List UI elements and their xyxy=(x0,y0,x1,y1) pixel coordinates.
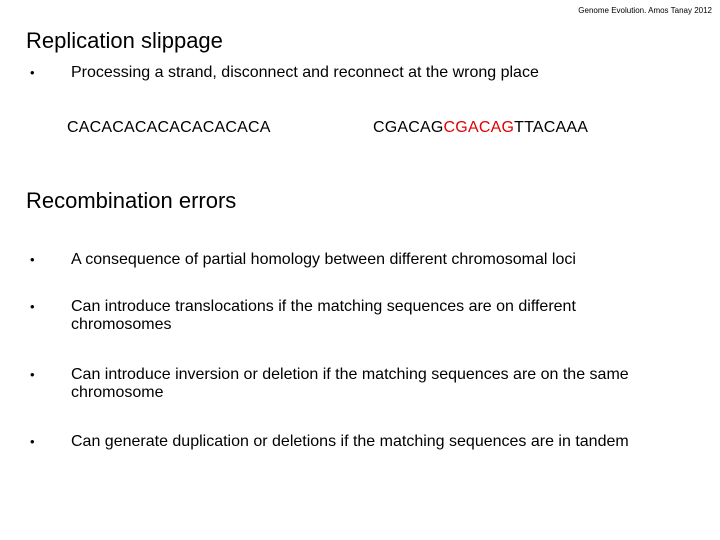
bullet-text: Can introduce translocations if the matching sequences are on different chromosomes xyxy=(71,298,576,333)
bullet-text: Processing a strand, disconnect and reconnect at the wrong place xyxy=(71,64,539,81)
sequence-highlight: CGACAG xyxy=(443,119,515,136)
bullet-text: Can generate duplication or deletions if the matching sequences are in tandem xyxy=(71,433,629,450)
bullet-text: A consequence of partial homology between different chromosomal loci xyxy=(71,251,576,268)
bullet-icon: • xyxy=(30,367,35,382)
section-title-recombination-errors: Recombination errors xyxy=(26,188,237,213)
header-note: Genome Evolution. Amos Tanay 2012 xyxy=(578,6,712,15)
bullet-icon: • xyxy=(30,65,35,80)
sequence-prefix: CGACAG xyxy=(373,119,444,136)
bullet-icon: • xyxy=(30,299,35,314)
section-title-replication-slippage: Replication slippage xyxy=(26,28,223,53)
bullet-icon: • xyxy=(30,252,35,267)
bullet-icon: • xyxy=(30,434,35,449)
bullet-text: Can introduce inversion or deletion if the matching sequences are on the same chromosome xyxy=(71,366,629,401)
sequence-suffix: TTACAAA xyxy=(514,119,589,136)
sequence-repeat: CACACACACACACACACA xyxy=(67,119,271,136)
sequence-slipped xyxy=(373,119,588,137)
